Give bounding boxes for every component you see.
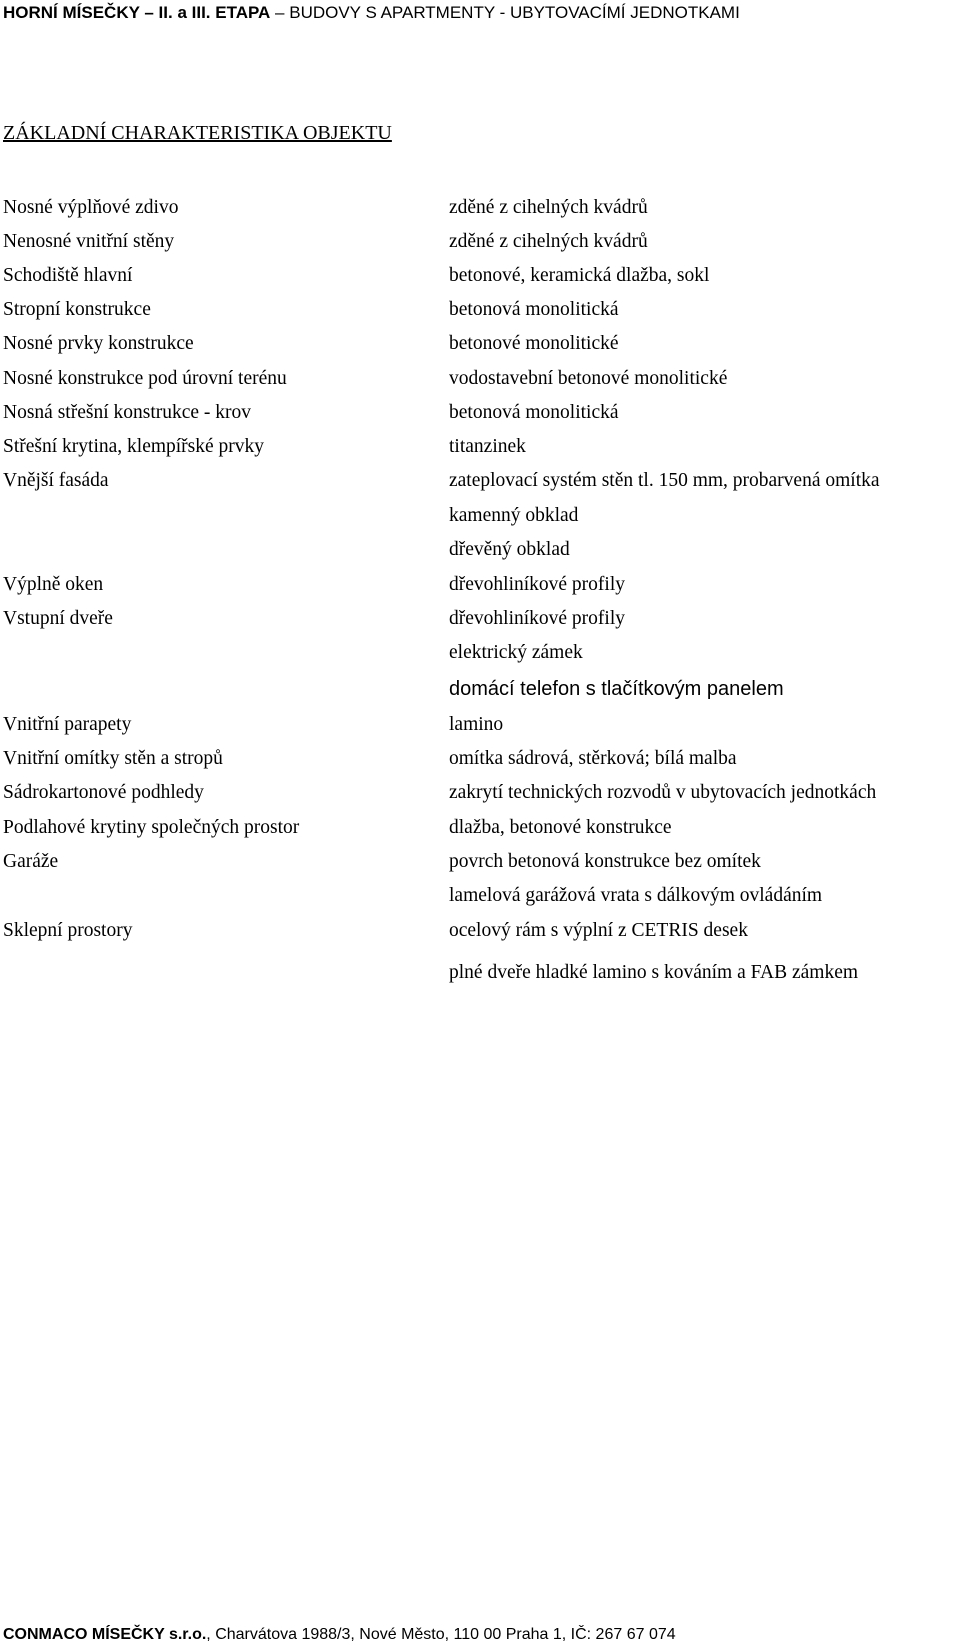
- spec-value: dřevěný obklad: [449, 539, 570, 560]
- spec-value: dřevohliníkové profily: [449, 608, 626, 629]
- spec-value: omítka sádrová, stěrková; bílá malba: [449, 748, 737, 769]
- spec-label: Nosné prvky konstrukce: [3, 333, 194, 354]
- spec-value: povrch betonová konstrukce bez omítek: [449, 851, 761, 872]
- spec-label: Sklepní prostory: [3, 920, 133, 941]
- spec-value: zakrytí technických rozvodů v ubytovacích jednotkách: [449, 782, 877, 803]
- spec-label: Střešní krytina, klempířské prvky: [3, 436, 265, 457]
- section-title: ZÁKLADNÍ CHARAKTERISTIKA OBJEKTU: [3, 122, 392, 144]
- spec-label: Vnější fasáda: [3, 470, 109, 491]
- spec-value: dlažba, betonové konstrukce: [449, 817, 672, 838]
- spec-value: elektrický zámek: [449, 642, 583, 663]
- spec-label: Garáže: [3, 851, 59, 872]
- spec-value: lamelová garážová vrata s dálkovým ovládáním: [449, 885, 823, 906]
- spec-value: zděné z cihelných kvádrů: [449, 231, 648, 252]
- spec-label: Nosná střešní konstrukce - krov: [3, 402, 252, 423]
- spec-value: domácí telefon s tlačítkovým panelem: [449, 678, 784, 700]
- footer-company-name: CONMACO MÍSEČKY s.r.o.: [3, 1626, 207, 1643]
- spec-label: Nosné konstrukce pod úrovní terénu: [3, 368, 287, 389]
- spec-value: ocelový rám s výplní z CETRIS desek: [449, 920, 748, 941]
- header-project-name: HORNÍ MÍSEČKY – II. a III. ETAPA: [3, 3, 271, 22]
- spec-value: betonové, keramická dlažba, sokl: [449, 265, 710, 286]
- spec-label: Nenosné vnitřní stěny: [3, 231, 175, 252]
- spec-label: Nosné výplňové zdivo: [3, 197, 179, 218]
- spec-value: lamino: [449, 714, 504, 735]
- footer-address: , Charvátova 1988/3, Nové Město, 110 00 Praha 1, IČ: 267 67 074: [206, 1626, 676, 1643]
- spec-value: dřevohliníkové profily: [449, 574, 626, 595]
- spec-value: betonová monolitická: [449, 402, 619, 423]
- spec-value: betonová monolitická: [449, 299, 619, 320]
- spec-label: Vnitřní parapety: [3, 714, 132, 735]
- spec-label: Sádrokartonové podhledy: [3, 782, 204, 803]
- page-footer: [3, 1625, 676, 1645]
- spec-label: Podlahové krytiny společných prostor: [3, 817, 300, 838]
- spec-value: vodostavební betonové monolitické: [449, 368, 728, 389]
- spec-label: Schodiště hlavní: [3, 265, 133, 286]
- spec-value: plné dveře hladké lamino s kováním a FAB zámkem: [449, 962, 859, 983]
- spec-label: Vnitřní omítky stěn a stropů: [3, 748, 223, 769]
- spec-label: Výplně oken: [3, 574, 104, 595]
- spec-value: kamenný obklad: [449, 505, 579, 526]
- spec-label: Stropní konstrukce: [3, 299, 151, 320]
- spec-value: titanzinek: [449, 436, 526, 457]
- spec-value: zateplovací systém stěn tl. 150 mm, probarvená omítka: [449, 470, 880, 491]
- spec-value: zděné z cihelných kvádrů: [449, 197, 648, 218]
- spec-label: Vstupní dveře: [3, 608, 113, 629]
- header-subtitle: – BUDOVY S APARTMENTY - UBYTOVACÍMÍ JEDNOTKAMI: [270, 3, 740, 22]
- spec-value: betonové monolitické: [449, 333, 619, 354]
